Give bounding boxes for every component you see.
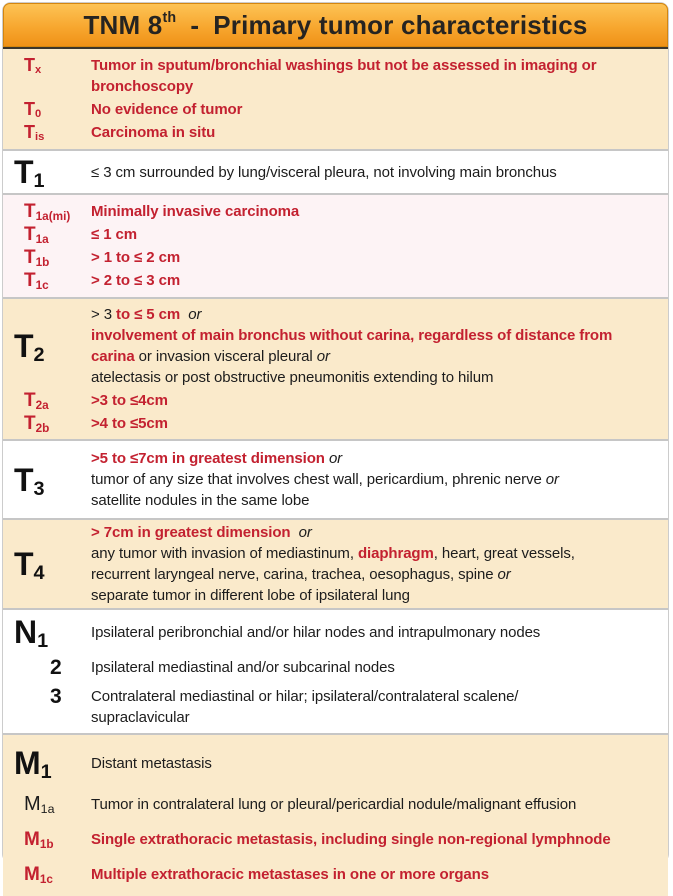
text-line — [91, 304, 662, 325]
text-segment: carina — [91, 348, 135, 365]
section-t4 — [3, 518, 668, 608]
table-row-n1 — [3, 611, 668, 653]
text-line — [91, 522, 662, 543]
text-line — [91, 564, 662, 585]
table-row-m1c — [3, 857, 668, 892]
row-description — [91, 622, 668, 643]
row-label-t2: $T_2$ — [14, 328, 45, 367]
label-subscript: 1a(mi) — [35, 209, 71, 223]
text-segment: any tumor with invasion of mediastinum, — [91, 545, 358, 562]
text-segment: >3 to ≤4cm — [91, 392, 168, 409]
table-row-m1 — [3, 739, 668, 787]
label-subscript: 1b — [35, 255, 50, 269]
section-t2 — [3, 297, 668, 439]
row-label-t2b: $T_{2b}$ — [24, 413, 50, 435]
text-segment: tumor of any size that involves chest wall, pericardium, phrenic nerve — [91, 471, 546, 488]
text-segment: ≤ 1 cm — [91, 226, 137, 243]
text-segment: , heart, great vessels, — [433, 545, 575, 562]
row-description — [91, 122, 668, 143]
table-row-m1a — [3, 787, 668, 822]
row-description — [91, 247, 668, 268]
table-row-tis — [3, 121, 668, 144]
row-label-m1a: $M_{1a}$ — [24, 793, 55, 816]
text-segment: Tumor in sputum/bronchial washings but not be assessed in imaging or bronchoscopy — [91, 57, 597, 95]
table-header — [3, 3, 668, 49]
label-subscript: 1 — [33, 170, 45, 193]
text-segment: > 7cm in greatest dimension — [91, 524, 291, 541]
text-line — [91, 270, 662, 291]
text-segment: Minimally invasive carcinoma — [91, 203, 300, 220]
row-description — [91, 522, 668, 606]
row-label-t1ami: $T_{1a(mi)}$ — [24, 201, 71, 223]
table-row-t1a — [3, 223, 668, 246]
row-label-m1: $M_1$ — [14, 745, 52, 784]
section-t1-main — [3, 149, 668, 193]
text-segment: supraclavicular — [91, 709, 190, 726]
text-segment: Tumor in contralateral lung or pleural/pericardial nodule/malignant effusion — [91, 796, 577, 813]
label-subscript: 1c — [39, 872, 53, 886]
text-segment — [290, 524, 298, 541]
label-subscript: 2a — [35, 398, 49, 412]
text-line — [91, 657, 662, 678]
text-line — [91, 413, 662, 434]
text-segment: or — [328, 450, 343, 467]
label-subscript: 1b — [39, 837, 54, 851]
text-segment: to ≤ 5 cm — [116, 306, 181, 323]
table-row-t2a — [3, 389, 668, 412]
text-segment: Distant metastasis — [91, 754, 212, 772]
text-segment: separate tumor in different lobe of ipsilateral lung — [91, 587, 410, 604]
row-label-3: 3 — [50, 685, 62, 708]
row-label-t1c: $T_{1c}$ — [24, 270, 49, 292]
row-label-t0: $T_0$ — [24, 99, 42, 121]
text-line — [91, 346, 662, 367]
text-segment: or — [545, 471, 559, 488]
text-line — [91, 707, 662, 728]
text-line — [91, 201, 662, 222]
text-line — [91, 469, 662, 490]
text-segment: recurrent laryngeal nerve, carina, trachea, oesophagus, spine — [91, 566, 498, 583]
table-row-t1c — [3, 269, 668, 292]
row-description — [91, 55, 668, 97]
text-segment: or — [497, 566, 511, 583]
row-description — [91, 270, 668, 291]
row-label-t1a: $T_{1a}$ — [24, 224, 49, 246]
label-subscript: 2b — [35, 421, 50, 435]
section-m — [3, 733, 668, 896]
row-label-2: 2 — [50, 656, 62, 679]
label-subscript: 1 — [37, 630, 49, 653]
row-description — [91, 390, 668, 411]
section-t3 — [3, 439, 668, 518]
text-segment: >4 to ≤5cm — [91, 415, 168, 432]
text-line — [91, 585, 662, 606]
row-description — [91, 829, 668, 850]
section-n — [3, 608, 668, 733]
label-subscript: 2 — [33, 344, 45, 367]
text-line — [91, 99, 662, 120]
text-segment: Contralateral mediastinal or hilar; ipsilateral/contralateral scalene/ — [91, 688, 519, 705]
text-line — [91, 622, 662, 643]
text-line — [91, 686, 662, 707]
text-segment: or — [188, 306, 202, 323]
label-subscript: 0 — [35, 108, 42, 121]
text-segment: Multiple extrathoracic metastases in one or more organs — [91, 866, 489, 883]
text-segment: Carcinoma in situ — [91, 124, 216, 141]
text-segment: Ipsilateral peribronchial and/or hilar nodes and intrapulmonary nodes — [91, 623, 541, 641]
row-description — [91, 201, 668, 222]
title-rest: Primary tumor characteristics — [213, 9, 588, 40]
section-t1-sub — [3, 193, 668, 297]
text-line — [91, 490, 662, 511]
table-row-2 — [3, 653, 668, 682]
text-line — [91, 224, 662, 245]
tnm-table-body — [3, 49, 668, 896]
text-line — [91, 325, 662, 346]
text-segment: or invasion visceral pleural — [134, 348, 317, 365]
table-row-t4 — [3, 522, 668, 606]
label-subscript: 4 — [33, 562, 45, 585]
text-line — [91, 122, 662, 143]
text-segment: diaphragm — [357, 545, 434, 562]
section-t-occult — [3, 49, 668, 149]
text-line — [91, 390, 662, 411]
table-row-m1b — [3, 822, 668, 857]
row-description — [91, 657, 668, 678]
text-segment: > 1 to ≤ 2 cm — [91, 249, 181, 266]
row-label-t1b: $T_{1b}$ — [24, 247, 50, 269]
table-row-t2 — [3, 303, 668, 389]
table-row-t3 — [3, 448, 668, 511]
row-description — [91, 304, 668, 388]
row-label-m1c: $M_{1c}$ — [24, 864, 53, 886]
text-segment: > 2 to ≤ 3 cm — [91, 272, 181, 289]
text-segment: Single extrathoracic metastasis, including single non-regional lymphnode — [91, 831, 611, 848]
text-segment: atelectasis or post obstructive pneumonitis extending to hilum — [91, 369, 494, 386]
text-segment: or — [298, 524, 312, 541]
row-label-t3: $T_3$ — [14, 461, 45, 500]
text-segment — [180, 306, 188, 323]
text-segment: involvement of main bronchus without carina, regardless of distance from — [91, 327, 613, 344]
table-row-t2b — [3, 412, 668, 435]
text-segment: > 3 — [91, 306, 117, 323]
table-row-t1b — [3, 246, 668, 269]
label-subscript: 3 — [33, 477, 45, 500]
title-prefix: TNM 8 — [83, 9, 163, 40]
row-label-t2a: $T_{2a}$ — [24, 390, 49, 412]
text-line — [91, 247, 662, 268]
title-separator: - — [190, 9, 200, 40]
row-label-tis: $T_{is}$ — [24, 122, 45, 144]
text-line — [91, 367, 662, 388]
label-subscript: 1a — [35, 232, 49, 246]
row-description — [91, 794, 668, 815]
row-description — [91, 162, 668, 183]
label-subscript: 1 — [40, 761, 52, 784]
table-row-tx — [3, 54, 668, 98]
text-line — [91, 162, 662, 183]
text-line — [91, 753, 662, 774]
row-label-m1b: $M_{1b}$ — [24, 829, 54, 851]
row-description — [91, 99, 668, 120]
row-label-n1: $N_1$ — [14, 614, 49, 653]
table-row-3 — [3, 682, 668, 732]
text-segment: No evidence of tumor — [91, 101, 243, 118]
page-title — [83, 10, 587, 41]
row-label-t4: $T_4$ — [14, 546, 45, 585]
row-description — [91, 753, 668, 774]
table-row-t0 — [3, 98, 668, 121]
row-label-t1: $T_1$ — [14, 154, 45, 193]
row-description — [91, 864, 668, 885]
text-segment: satellite nodules in the same lobe — [91, 492, 310, 509]
label-subscript: is — [35, 131, 45, 144]
text-line — [91, 55, 662, 97]
text-line — [91, 543, 662, 564]
row-label-tx: $T_x$ — [24, 55, 42, 77]
text-segment: >5 to ≤7cm in greatest dimension — [91, 450, 325, 467]
row-description — [91, 448, 668, 511]
text-line — [91, 829, 662, 850]
table-row-t1 — [3, 154, 668, 193]
row-description — [91, 413, 668, 434]
label-subscript: 1a — [40, 801, 55, 816]
label-subscript: x — [35, 64, 42, 77]
text-line — [91, 794, 662, 815]
row-description — [91, 224, 668, 245]
text-line — [91, 864, 662, 885]
text-segment: Ipsilateral mediastinal and/or subcarinal nodes — [91, 659, 395, 676]
tnm-table-card — [2, 2, 669, 886]
text-segment: ≤ 3 cm surrounded by lung/visceral pleura, not involving main bronchus — [91, 163, 557, 181]
text-segment: or — [316, 348, 330, 365]
table-row-t1ami — [3, 200, 668, 223]
row-description — [91, 686, 668, 728]
title-superscript: th — [162, 10, 177, 27]
label-subscript: 1c — [35, 278, 49, 292]
text-line — [91, 448, 662, 469]
